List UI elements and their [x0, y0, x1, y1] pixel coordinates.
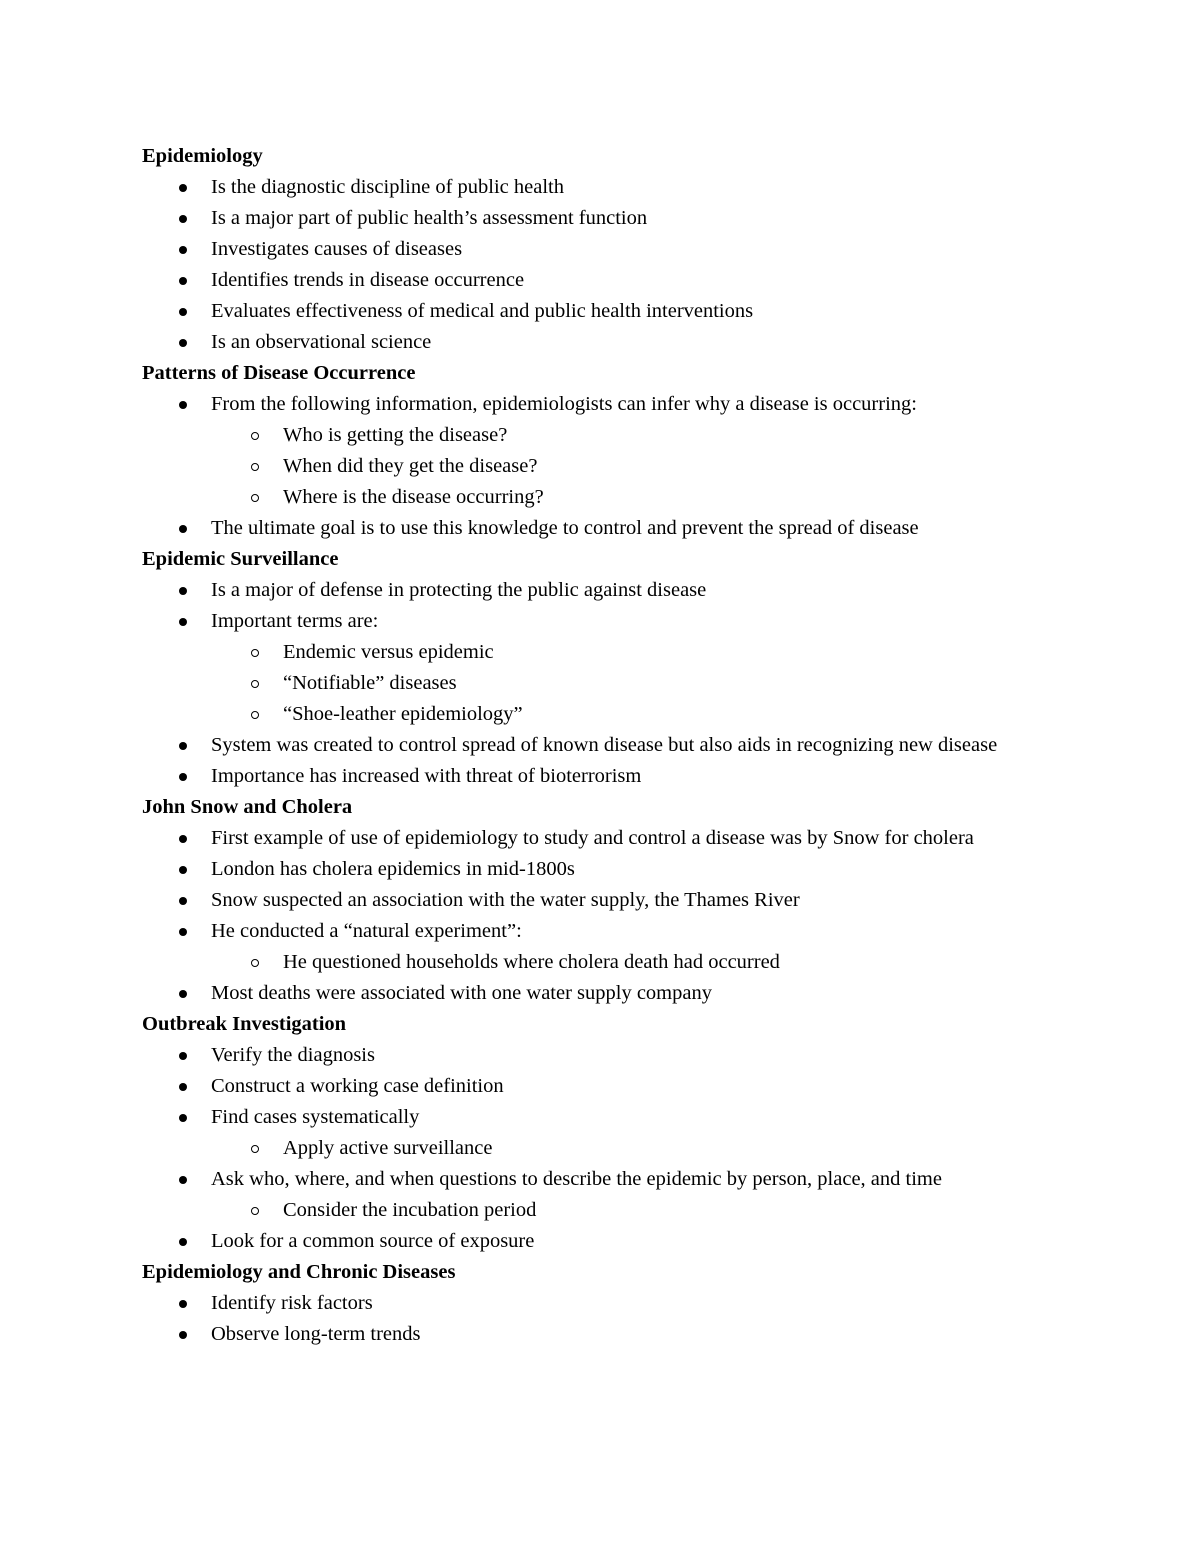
list-item-text: Identifies trends in disease occurrence: [211, 269, 525, 291]
sub-list-item: [211, 699, 1072, 730]
bullet-dot-icon: [179, 866, 187, 874]
section-heading: John Snow and Cholera: [142, 796, 353, 818]
bullet-dot-icon: [179, 835, 187, 843]
list-item: [142, 1040, 1072, 1071]
bullet-dot-icon: [179, 742, 187, 750]
hollow-circle-bullet-icon: [251, 1207, 259, 1215]
list-item-text: Investigates causes of diseases: [211, 238, 463, 260]
list-item: [142, 730, 1072, 761]
list-item: [142, 606, 1072, 730]
list-item: [142, 885, 1072, 916]
section-heading: Patterns of Disease Occurrence: [142, 362, 416, 384]
hollow-circle-bullet-icon: [251, 1145, 259, 1153]
sub-list-item-text: He questioned households where cholera death had occurred: [283, 951, 780, 973]
list-item: [142, 1288, 1072, 1319]
list-item-text: From the following information, epidemiologists can infer why a disease is occurring:: [211, 393, 917, 415]
bullet-dot-icon: [179, 1331, 187, 1339]
bullet-dot-icon: [179, 246, 187, 254]
sub-bullet-list: [142, 637, 1072, 730]
list-item: [142, 1319, 1072, 1350]
list-item: [142, 389, 1072, 513]
sub-list-item: [211, 947, 1072, 978]
list-item: [142, 172, 1072, 203]
hollow-circle-bullet-icon: [251, 463, 259, 471]
section-heading: Epidemiology: [142, 145, 263, 167]
bullet-dot-icon: [179, 1052, 187, 1060]
list-item-text: Snow suspected an association with the water supply, the Thames River: [211, 889, 800, 911]
bullet-dot-icon: [179, 1114, 187, 1122]
list-item-text: Verify the diagnosis: [211, 1044, 375, 1066]
list-item: [142, 296, 1072, 327]
bullet-dot-icon: [179, 928, 187, 936]
bullet-dot-icon: [179, 308, 187, 316]
list-item: [142, 265, 1072, 296]
list-item-text: Observe long-term trends: [211, 1323, 421, 1345]
bullet-dot-icon: [179, 1300, 187, 1308]
sub-list-item: [211, 1195, 1072, 1226]
bullet-dot-icon: [179, 339, 187, 347]
bullet-list: [142, 389, 1072, 544]
bullet-dot-icon: [179, 1176, 187, 1184]
document-body: [142, 141, 1072, 1350]
sub-list-item-text: Who is getting the disease?: [283, 424, 508, 446]
hollow-circle-bullet-icon: [251, 649, 259, 657]
sub-bullet-list: [142, 1195, 1072, 1226]
sub-list-item-text: Apply active surveillance: [283, 1137, 493, 1159]
list-item-text: Construct a working case definition: [211, 1075, 504, 1097]
section-heading: Outbreak Investigation: [142, 1013, 347, 1035]
hollow-circle-bullet-icon: [251, 494, 259, 502]
bullet-dot-icon: [179, 618, 187, 626]
list-item-text: Ask who, where, and when questions to describe the epidemic by person, place, and time: [211, 1168, 942, 1190]
hollow-circle-bullet-icon: [251, 680, 259, 688]
sub-bullet-list: [142, 420, 1072, 513]
list-item-text: Is the diagnostic discipline of public health: [211, 176, 564, 198]
sub-list-item-text: When did they get the disease?: [283, 455, 538, 477]
list-item: [142, 203, 1072, 234]
list-item-text: Evaluates effectiveness of medical and public health interventions: [211, 300, 754, 322]
bullet-list: [142, 823, 1072, 1009]
bullet-dot-icon: [179, 184, 187, 192]
hollow-circle-bullet-icon: [251, 959, 259, 967]
hollow-circle-bullet-icon: [251, 432, 259, 440]
list-item-text: Is a major of defense in protecting the public against disease: [211, 579, 707, 601]
list-item-text: Find cases systematically: [211, 1106, 420, 1128]
list-item: [142, 916, 1072, 978]
bullet-dot-icon: [179, 990, 187, 998]
list-item-text: Important terms are:: [211, 610, 379, 632]
bullet-dot-icon: [179, 1238, 187, 1246]
list-item: [142, 1102, 1072, 1164]
list-item-text: First example of use of epidemiology to study and control a disease was by Snow for cholera: [211, 827, 974, 849]
sub-list-item-text: Consider the incubation period: [283, 1199, 537, 1221]
list-item-text: Look for a common source of exposure: [211, 1230, 535, 1252]
list-item: [142, 823, 1072, 854]
list-item: [142, 1164, 1072, 1226]
sub-list-item: [211, 637, 1072, 668]
list-item: [142, 1071, 1072, 1102]
bullet-dot-icon: [179, 587, 187, 595]
section-heading: Epidemiology and Chronic Diseases: [142, 1261, 456, 1283]
sub-list-item: [211, 451, 1072, 482]
bullet-list: [142, 172, 1072, 358]
list-item-text: London has cholera epidemics in mid-1800s: [211, 858, 575, 880]
sub-list-item: [211, 1133, 1072, 1164]
list-item: [142, 234, 1072, 265]
bullet-dot-icon: [179, 277, 187, 285]
sub-bullet-list: [142, 947, 1072, 978]
sub-list-item-text: Endemic versus epidemic: [283, 641, 494, 663]
bullet-list: [142, 1040, 1072, 1257]
list-item-text: Importance has increased with threat of bioterrorism: [211, 765, 642, 787]
list-item: [142, 1226, 1072, 1257]
bullet-dot-icon: [179, 525, 187, 533]
bullet-dot-icon: [179, 773, 187, 781]
bullet-list: [142, 575, 1072, 792]
list-item: [142, 513, 1072, 544]
sub-list-item: [211, 668, 1072, 699]
sub-list-item-text: Where is the disease occurring?: [283, 486, 544, 508]
bullet-dot-icon: [179, 897, 187, 905]
list-item-text: He conducted a “natural experiment”:: [211, 920, 522, 942]
sub-bullet-list: [142, 1133, 1072, 1164]
list-item: [142, 327, 1072, 358]
list-item-text: Is an observational science: [211, 331, 432, 353]
list-item-text: Is a major part of public health’s assessment function: [211, 207, 648, 229]
bullet-dot-icon: [179, 215, 187, 223]
list-item-text: Identify risk factors: [211, 1292, 373, 1314]
list-item-text: Most deaths were associated with one water supply company: [211, 982, 712, 1004]
list-item: [142, 978, 1072, 1009]
bullet-dot-icon: [179, 1083, 187, 1091]
section-heading: Epidemic Surveillance: [142, 548, 339, 570]
bullet-dot-icon: [179, 401, 187, 409]
sub-list-item: [211, 482, 1072, 513]
sub-list-item-text: “Notifiable” diseases: [283, 672, 457, 694]
list-item: [142, 761, 1072, 792]
bullet-list: [142, 1288, 1072, 1350]
list-item-text: System was created to control spread of known disease but also aids in recognizing new disease: [211, 734, 998, 756]
list-item: [142, 854, 1072, 885]
sub-list-item: [211, 420, 1072, 451]
list-item: [142, 575, 1072, 606]
hollow-circle-bullet-icon: [251, 711, 259, 719]
list-item-text: The ultimate goal is to use this knowledge to control and prevent the spread of disease: [211, 517, 919, 539]
sub-list-item-text: “Shoe-leather epidemiology”: [283, 703, 523, 725]
